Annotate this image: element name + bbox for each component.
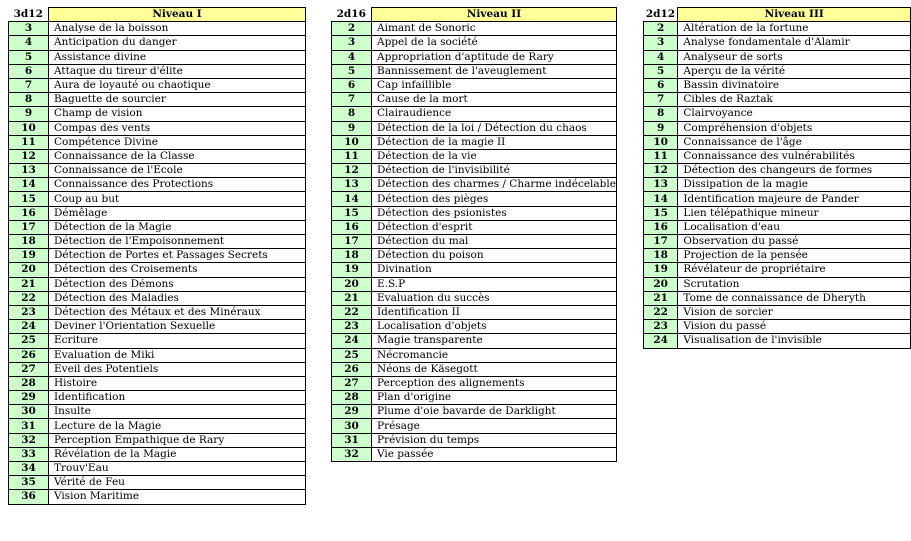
table-row (332, 362, 617, 376)
roll-value: 4 (9, 36, 49, 50)
roll-value: 4 (332, 50, 372, 64)
roll-value: 27 (332, 376, 372, 390)
spell-name: Cap infaillible (372, 78, 617, 92)
table-row (644, 305, 911, 319)
spell-name: Lecture de la Magie (49, 419, 306, 433)
spell-name: Néons de Käsegott (372, 362, 617, 376)
roll-value: 26 (9, 348, 49, 362)
roll-value: 28 (9, 376, 49, 390)
spell-name: Cibles de Raztak (678, 93, 911, 107)
roll-value: 7 (9, 78, 49, 92)
roll-value: 22 (9, 291, 49, 305)
spell-name: Détection du mal (372, 235, 617, 249)
table-row (332, 36, 617, 50)
spell-name: Révélation de la Magie (49, 447, 306, 461)
table-row (9, 178, 306, 192)
table-row (332, 376, 617, 390)
table-row (332, 192, 617, 206)
table-row (9, 235, 306, 249)
spell-name: Appel de la société (372, 36, 617, 50)
table-row (332, 433, 617, 447)
spell-name: Perception Empathique de Rary (49, 433, 306, 447)
spell-name: Détection de la loi / Détection du chaos (372, 121, 617, 135)
table-row (9, 305, 306, 319)
spell-name: Aimant de Sonoric (372, 22, 617, 36)
spell-table-level-3 (643, 7, 911, 349)
roll-value: 34 (9, 462, 49, 476)
roll-value: 28 (332, 391, 372, 405)
roll-value: 12 (332, 164, 372, 178)
table-row (644, 235, 911, 249)
spell-name: Deviner l'Orientation Sexuelle (49, 320, 306, 334)
roll-value: 14 (644, 192, 678, 206)
roll-value: 4 (644, 50, 678, 64)
roll-value: 23 (332, 320, 372, 334)
roll-value: 21 (9, 277, 49, 291)
spell-name: Analyse fondamentale d'Alamir (678, 36, 911, 50)
roll-value: 5 (9, 50, 49, 64)
spell-name: Appropriation d'aptitude de Rary (372, 50, 617, 64)
table-row (9, 405, 306, 419)
roll-value: 13 (644, 178, 678, 192)
spell-name: Histoire (49, 376, 306, 390)
spell-name: Révélateur de propriétaire (678, 263, 911, 277)
spell-name: Détection de Portes et Passages Secrets (49, 249, 306, 263)
table-row (332, 135, 617, 149)
spell-name: Clairvoyance (678, 107, 911, 121)
table-row (9, 78, 306, 92)
table-row (644, 334, 911, 348)
roll-value: 25 (9, 334, 49, 348)
table-row (9, 93, 306, 107)
table-row (332, 447, 617, 461)
table-row (9, 107, 306, 121)
roll-value: 23 (644, 320, 678, 334)
spell-name: Observation du passé (678, 235, 911, 249)
table-row (9, 348, 306, 362)
table-row (9, 249, 306, 263)
roll-value: 6 (644, 78, 678, 92)
table-row (332, 50, 617, 64)
table-row (644, 93, 911, 107)
roll-value: 3 (9, 22, 49, 36)
spell-name: Connaissance de l'Ecole (49, 164, 306, 178)
table-row (9, 433, 306, 447)
roll-value: 7 (332, 93, 372, 107)
roll-value: 8 (332, 107, 372, 121)
spell-name: Vie passée (372, 447, 617, 461)
table-row (644, 149, 911, 163)
roll-value: 2 (644, 22, 678, 36)
table-row (9, 36, 306, 50)
dice-header: 2d16 (332, 8, 372, 22)
roll-value: 10 (332, 135, 372, 149)
table-row (332, 348, 617, 362)
roll-value: 9 (332, 121, 372, 135)
roll-value: 13 (332, 178, 372, 192)
roll-value: 17 (332, 235, 372, 249)
table-row (332, 334, 617, 348)
spell-name: Coup au but (49, 192, 306, 206)
table-row (9, 419, 306, 433)
roll-value: 20 (644, 277, 678, 291)
table-row (644, 64, 911, 78)
spell-table-level-1 (8, 7, 306, 505)
spell-name: Connaissance des vulnérabilités (678, 149, 911, 163)
table-row (9, 149, 306, 163)
roll-value: 6 (9, 64, 49, 78)
spell-name: Visualisation de l'invisible (678, 334, 911, 348)
spell-name: Identification II (372, 305, 617, 319)
roll-value: 2 (332, 22, 372, 36)
roll-value: 3 (332, 36, 372, 50)
spell-name: Evaluation de Miki (49, 348, 306, 362)
spell-name: Détection de la magie II (372, 135, 617, 149)
spell-name: Localisation d'objets (372, 320, 617, 334)
spell-name: Identification (49, 391, 306, 405)
spell-name: Prévision du temps (372, 433, 617, 447)
spell-name: Détection des charmes / Charme indécelable (372, 178, 617, 192)
spell-name: Aperçu de la vérité (678, 64, 911, 78)
level-header: Niveau I (49, 8, 306, 22)
table-row (9, 263, 306, 277)
spell-name: Scrutation (678, 277, 911, 291)
spell-name: Identification majeure de Pander (678, 192, 911, 206)
roll-value: 16 (644, 220, 678, 234)
roll-value: 32 (332, 447, 372, 461)
table-row (9, 447, 306, 461)
table-row (644, 36, 911, 50)
level-header: Niveau III (678, 8, 911, 22)
spell-name: Présage (372, 419, 617, 433)
spell-name: E.S.P (372, 277, 617, 291)
table-row (332, 164, 617, 178)
table-row (332, 320, 617, 334)
table-row (9, 320, 306, 334)
spell-name: Trouv'Eau (49, 462, 306, 476)
roll-value: 18 (9, 235, 49, 249)
table-row (332, 93, 617, 107)
roll-value: 19 (9, 249, 49, 263)
spell-name: Connaissance de l'âge (678, 135, 911, 149)
roll-value: 8 (9, 93, 49, 107)
spell-name: Compas des vents (49, 121, 306, 135)
roll-value: 16 (9, 206, 49, 220)
roll-value: 17 (644, 235, 678, 249)
spell-name: Divination (372, 263, 617, 277)
spell-name: Vision du passé (678, 320, 911, 334)
table-row (9, 334, 306, 348)
spell-name: Détection des Métaux et des Minéraux (49, 305, 306, 319)
roll-value: 17 (9, 220, 49, 234)
roll-value: 27 (9, 362, 49, 376)
level-header: Niveau II (372, 8, 617, 22)
roll-value: 24 (332, 334, 372, 348)
table-row (644, 320, 911, 334)
table-row (644, 291, 911, 305)
roll-value: 36 (9, 490, 49, 504)
roll-value: 23 (9, 305, 49, 319)
roll-value: 15 (9, 192, 49, 206)
roll-value: 8 (644, 107, 678, 121)
spell-name: Détection des changeurs de formes (678, 164, 911, 178)
table-row (9, 391, 306, 405)
spell-name: Bannissement de l'aveuglement (372, 64, 617, 78)
spell-name: Clairaudience (372, 107, 617, 121)
table-row (9, 135, 306, 149)
spell-name: Insulte (49, 405, 306, 419)
roll-value: 10 (644, 135, 678, 149)
spell-name: Vision de sorcier (678, 305, 911, 319)
spell-name: Nécromancie (372, 348, 617, 362)
spell-name: Bassin divinatoire (678, 78, 911, 92)
table-row (9, 192, 306, 206)
spell-name: Anticipation du danger (49, 36, 306, 50)
roll-value: 3 (644, 36, 678, 50)
roll-value: 31 (9, 419, 49, 433)
table-row (332, 107, 617, 121)
table-row (332, 206, 617, 220)
table-row (332, 64, 617, 78)
spell-name: Magie transparente (372, 334, 617, 348)
spell-table-level-2 (331, 7, 617, 462)
table-row (332, 405, 617, 419)
roll-value: 25 (332, 348, 372, 362)
spell-name: Plume d'oie bavarde de Darklight (372, 405, 617, 419)
spell-name: Compétence Divine (49, 135, 306, 149)
table-row (332, 235, 617, 249)
spell-name: Assistance divine (49, 50, 306, 64)
spell-name: Détection des Démons (49, 277, 306, 291)
roll-value: 29 (332, 405, 372, 419)
table-row (644, 220, 911, 234)
spell-name: Baguette de sourcier (49, 93, 306, 107)
roll-value: 9 (644, 121, 678, 135)
roll-value: 14 (9, 178, 49, 192)
table-row (332, 249, 617, 263)
spell-name: Détection de la vie (372, 149, 617, 163)
table-row (644, 22, 911, 36)
roll-value: 7 (644, 93, 678, 107)
roll-value: 5 (644, 64, 678, 78)
spell-name: Analyseur de sorts (678, 50, 911, 64)
spell-name: Eveil des Potentiels (49, 362, 306, 376)
roll-value: 22 (644, 305, 678, 319)
roll-value: 21 (644, 291, 678, 305)
table-row (9, 64, 306, 78)
roll-value: 11 (332, 149, 372, 163)
spell-name: Cause de la mort (372, 93, 617, 107)
table-row (644, 107, 911, 121)
table-row (9, 490, 306, 504)
roll-value: 32 (9, 433, 49, 447)
table-row (644, 249, 911, 263)
spell-name: Analyse de la boisson (49, 22, 306, 36)
spell-name: Détection des Maladies (49, 291, 306, 305)
table-row (9, 376, 306, 390)
spell-name: Projection de la pensée (678, 249, 911, 263)
roll-value: 19 (332, 263, 372, 277)
roll-value: 35 (9, 476, 49, 490)
roll-value: 20 (9, 263, 49, 277)
table-row (332, 291, 617, 305)
table-row (9, 50, 306, 64)
table-row (332, 419, 617, 433)
spell-name: Dissipation de la magie (678, 178, 911, 192)
spell-name: Connaissance de la Classe (49, 149, 306, 163)
roll-value: 24 (644, 334, 678, 348)
table-row (9, 462, 306, 476)
table-row (644, 135, 911, 149)
spell-name: Perception des alignements (372, 376, 617, 390)
spell-name: Evaluation du succès (372, 291, 617, 305)
roll-value: 30 (332, 419, 372, 433)
roll-value: 13 (9, 164, 49, 178)
spell-name: Attaque du tireur d'élite (49, 64, 306, 78)
spell-name: Aura de loyauté ou chaotique (49, 78, 306, 92)
spell-name: Démêlage (49, 206, 306, 220)
spell-name: Détection de l'invisibilité (372, 164, 617, 178)
table-row (9, 121, 306, 135)
roll-value: 29 (9, 391, 49, 405)
table-row (644, 164, 911, 178)
spell-name: Connaissance des Protections (49, 178, 306, 192)
spell-name: Détection du poison (372, 249, 617, 263)
roll-value: 6 (332, 78, 372, 92)
spell-name: Détection d'esprit (372, 220, 617, 234)
spell-name: Détection des Croisements (49, 263, 306, 277)
spell-name: Détection des pièges (372, 192, 617, 206)
table-row (332, 263, 617, 277)
table-row (332, 277, 617, 291)
roll-value: 16 (332, 220, 372, 234)
table-row (644, 206, 911, 220)
table-row (332, 22, 617, 36)
dice-header: 3d12 (9, 8, 49, 22)
table-row (644, 78, 911, 92)
roll-value: 9 (9, 107, 49, 121)
roll-value: 33 (9, 447, 49, 461)
roll-value: 18 (332, 249, 372, 263)
roll-value: 18 (644, 249, 678, 263)
roll-value: 12 (9, 149, 49, 163)
spell-name: Tome de connaissance de Dheryth (678, 291, 911, 305)
spell-name: Détection de la Magie (49, 220, 306, 234)
roll-value: 15 (644, 206, 678, 220)
dice-header: 2d12 (644, 8, 678, 22)
spell-name: Détection des psionistes (372, 206, 617, 220)
table-row (9, 22, 306, 36)
table-row (332, 178, 617, 192)
roll-value: 11 (644, 149, 678, 163)
table-row (332, 149, 617, 163)
table-row (9, 164, 306, 178)
table-row (644, 277, 911, 291)
spell-name: Champ de vision (49, 107, 306, 121)
table-row (644, 263, 911, 277)
table-row (9, 291, 306, 305)
table-row (644, 121, 911, 135)
table-row (9, 362, 306, 376)
table-row (9, 277, 306, 291)
spell-name: Lien télépathique mineur (678, 206, 911, 220)
table-row (9, 220, 306, 234)
spell-name: Vision Maritime (49, 490, 306, 504)
spell-name: Ecriture (49, 334, 306, 348)
spell-name: Vérité de Feu (49, 476, 306, 490)
roll-value: 31 (332, 433, 372, 447)
roll-value: 26 (332, 362, 372, 376)
table-row (9, 476, 306, 490)
spell-name: Localisation d'eau (678, 220, 911, 234)
roll-value: 19 (644, 263, 678, 277)
spell-name: Plan d'origine (372, 391, 617, 405)
roll-value: 5 (332, 64, 372, 78)
table-row (332, 305, 617, 319)
table-row (9, 206, 306, 220)
roll-value: 12 (644, 164, 678, 178)
roll-value: 20 (332, 277, 372, 291)
roll-value: 11 (9, 135, 49, 149)
roll-value: 14 (332, 192, 372, 206)
table-row (332, 391, 617, 405)
roll-value: 15 (332, 206, 372, 220)
table-row (332, 121, 617, 135)
spell-name: Compréhension d'objets (678, 121, 911, 135)
table-row (644, 50, 911, 64)
table-row (332, 220, 617, 234)
roll-value: 22 (332, 305, 372, 319)
roll-value: 21 (332, 291, 372, 305)
table-row (644, 192, 911, 206)
table-row (332, 78, 617, 92)
roll-value: 24 (9, 320, 49, 334)
spell-name: Détection de l'Empoisonnement (49, 235, 306, 249)
spell-name: Altération de la fortune (678, 22, 911, 36)
roll-value: 30 (9, 405, 49, 419)
table-row (644, 178, 911, 192)
roll-value: 10 (9, 121, 49, 135)
